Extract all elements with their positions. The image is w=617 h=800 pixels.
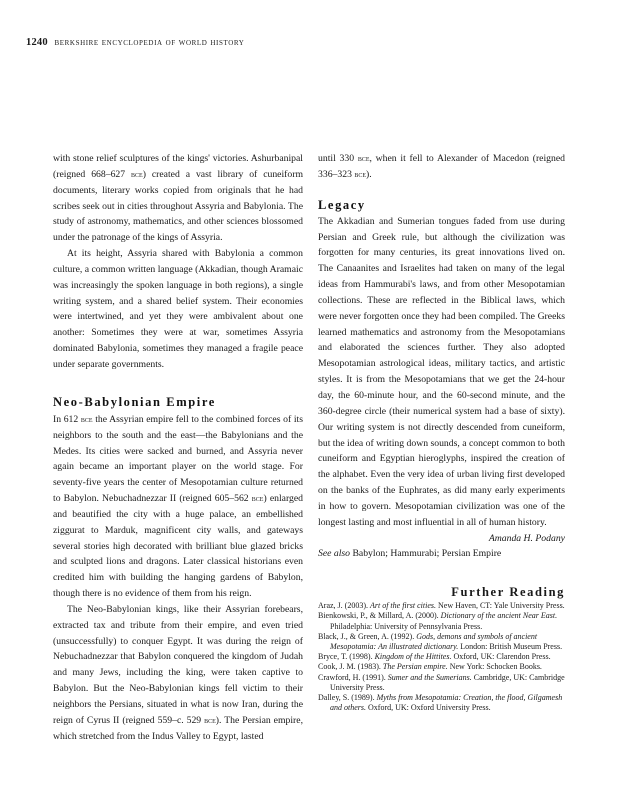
paragraph: In 612 bce the Assyrian empire fell to the combined forces of its neighbors to the south and the east—the Babylonians and the Medes. Its cities were sacked and burned, and Assyria never again became an important player on the world stage. For seventy-five years the center of Mesopotamian culture returned to Babylon. Nebuchadnezzar II (reigned 605–562 bce) enlarged and beautified the city with a huge palace, an embellished ziggurat to Marduk, magnificent city walls, and gateways several stories high decorated with brilliant blue glazed bricks and sculpted lions and dragons. Later classical historians even credited him with building the hanging gardens of Babylon, though there is no evidence of them from his reign. <box>53 413 303 600</box>
section-heading-legacy: Legacy <box>318 197 366 212</box>
running-head <box>26 37 244 48</box>
page-number: 1240 <box>26 37 48 48</box>
section-heading-neo-babylonian: Neo-Babylonian Empire <box>53 394 216 409</box>
reference-item: Black, J., & Green, A. (1992). Gods, demons and symbols of ancient Mesopotamia: An illustrated dictionary. London: British Museum Press. <box>318 631 563 652</box>
reference-item: Dalley, S. (1989). Myths from Mesopotamia: Creation, the flood, Gilgamesh and others. Oxford, UK: Oxford University Press. <box>318 693 563 713</box>
right-column <box>318 151 565 713</box>
paragraph: At its height, Assyria shared with Babylonia a common culture, a common written language (Akkadian, though Aramaic was increasingly the spoken language in both regions), a single writing system, and a shared belief system. Their economies were intertwined, and yet they were ambivalent about one another: Sometimes they were at war, sometimes Assyria dominated Babylonia, sometimes they managed a fragile peace under separate governments. <box>53 248 303 370</box>
reference-item: Araz, J. (2003). Art of the first cities. New Haven, CT: Yale University Press. <box>318 601 565 611</box>
paragraph: with stone relief sculptures of the kings' victories. Ashurbanipal (reigned 668–627 bce) created a vast library of cuneiform documents, literary works copied from originals that he had scribes seek out in cities throughout Assyria and Babylonia. The study of astronomy, mathematics, and other sciences blossomed under the patronage of the kings of Assyria. <box>53 153 304 244</box>
see-also: See also Babylon; Hammurabi; Persian Empire <box>318 548 502 560</box>
paragraph: The Akkadian and Sumerian tongues faded from use during Persian and Greek rule, but although the civilization was forgotten for many centuries, its great innovations lived on. The Canaanites and Israelites had taken on many of the legal ideas from Hammurabi's laws, and from other Mesopotamian collections. These are reflected in the Biblical laws, which were never forgotten once they had been compiled. The Greeks learned mathematics and astronomy from the Mesopotamians and elaborated the sciences further. They also adopted Mesopotamian astrological ideas, military tactics, and artistic styles. It is from the Mesopotamians that we get the 24-hour day, the 60-minute hour, and the 60-second minute, and the 360-degree circle (their numerical system had a base of sixty). Our writing system is not directly descended from cuneiform, but the idea of writing down sounds, a concept common to both cuneiform and Egyptian hieroglyphs, inspired the creation of the alphabet. Even the very idea of urban living first developed on the banks of the Euphrates, as did many early experiments in how to govern. Mesopotamian civilization was one of the longest lasting and most influential in all of human history. <box>318 215 565 528</box>
further-reading-heading: Further Reading <box>451 585 565 600</box>
reference-item: Crawford, H. (1991). Sumer and the Sumerians. Cambridge, UK: Cambridge University Press. <box>318 672 565 692</box>
reference-item: Cook, J. M. (1983). The Persian empire. New York: Schocken Books. <box>318 662 542 672</box>
paragraph: The Neo-Babylonian kings, like their Assyrian forebears, extracted tax and tribute from their empire, and even tried (unsuccessfully) to conquer Egypt. It was during the reign of Nebuchadnezzar that Babylon conquered the kingdom of Judah and many Jews, including the king, were taken captive to Babylon. But the Neo-Babylonian kings fell victim to their neighbors the Persians, situated in what is now Iran, during the reign of Cyrus II (reigned 559–c. 529 bce). The Persian empire, which stretched from the Indus Valley to Egypt, lasted <box>53 603 303 742</box>
reference-list <box>318 601 565 713</box>
reference-item: Bienkowski, P., & Millard, A. (2000). Dictionary of the ancient Near East. Philadelphia: University of Pennsylvania Press. <box>318 611 558 631</box>
left-column <box>53 151 303 745</box>
journal-title: berkshire encyclopedia of world history <box>54 38 245 48</box>
author-credit: Amanda H. Podany <box>488 532 565 544</box>
paragraph: until 330 bce, when it fell to Alexander of Macedon (reigned 336–323 bce). <box>318 153 565 180</box>
reference-item: Bryce, T. (1998). Kingdom of the Hittites. Oxford, UK: Clarendon Press. <box>318 652 551 662</box>
